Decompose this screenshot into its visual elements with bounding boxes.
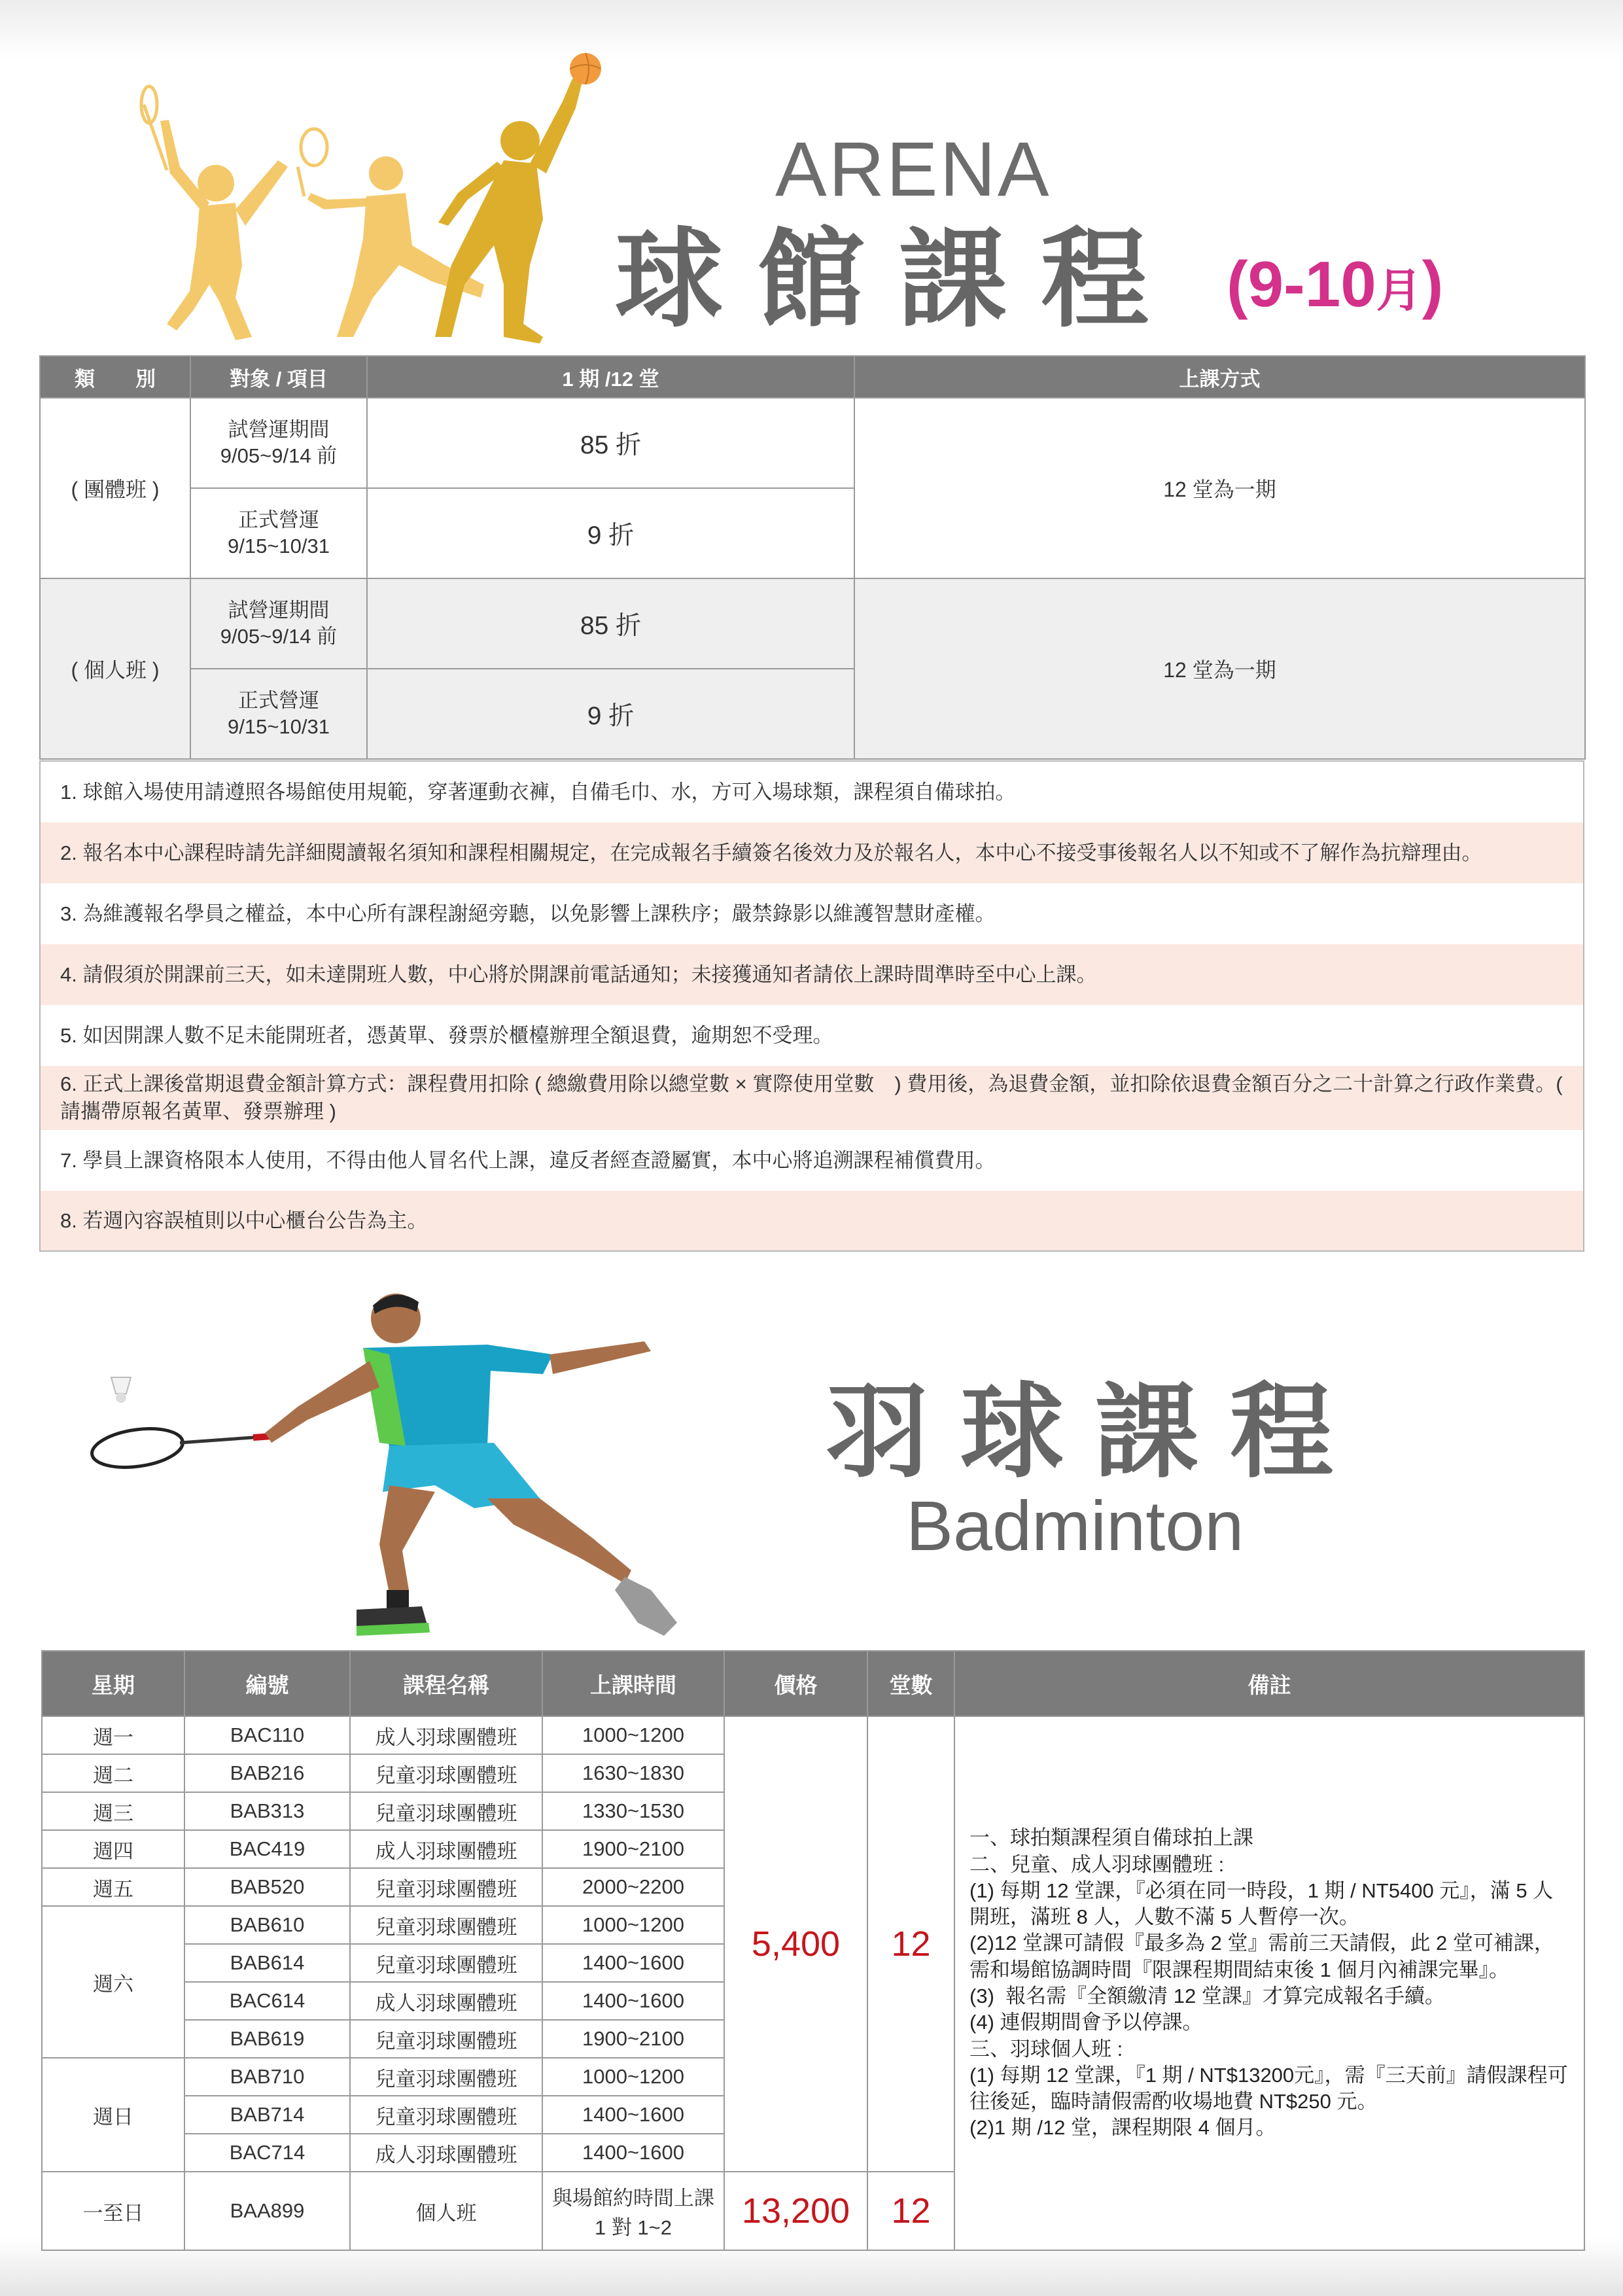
- day-cell: 週三: [42, 1792, 184, 1830]
- course-cell: 兒童羽球團體班: [350, 2020, 542, 2058]
- code-cell: BAB610: [184, 1906, 350, 1944]
- target-dates: 9/15~10/31: [227, 535, 330, 557]
- course-cell: 兒童羽球團體班: [350, 1754, 542, 1792]
- table-header-row: [42, 1651, 1584, 1716]
- note-item: 6. 正式上課後當期退費金額計算方式：課程費用扣除 ( 總繳費用除以總堂數 × 實際使用堂數 ) 費用後，為退費金額，並扣除依退費金額百分之二十計算之行政作業費。( 請攜帶原報名黃單、發票辦理 ): [41, 1066, 1583, 1130]
- remark-line: (1) 每期 12 堂課，『必須在同一時段，1 期 / NT5400 元』，滿 5 人開班，滿班 8 人，人數不滿 5 人暫停一次。: [969, 1879, 1554, 1929]
- target-dates: 9/05~9/14 前: [220, 625, 338, 648]
- category-cell: ( 個人班 ): [40, 578, 190, 759]
- badminton-player-photo: [82, 1282, 749, 1655]
- table-row: [40, 398, 1585, 488]
- time-cell: 1900~2100: [542, 1830, 724, 1868]
- code-cell: BAC419: [184, 1830, 350, 1868]
- code-cell: BAA899: [184, 2172, 350, 2250]
- col-header-price: 價格: [724, 1651, 867, 1716]
- remark-line: 二、兒童、成人羽球團體班 :: [969, 1852, 1225, 1876]
- target-dates: 9/15~10/31: [227, 715, 330, 738]
- target-label: 試營運期間: [228, 598, 330, 622]
- month-prefix: (9-10: [1227, 248, 1376, 320]
- target-label: 正式營運: [238, 688, 319, 712]
- course-cell: 成人羽球團體班: [350, 1982, 542, 2020]
- discount-cell: 85 折: [367, 398, 854, 488]
- course-cell: 成人羽球團體班: [350, 1716, 542, 1754]
- col-header-count: 堂數: [867, 1651, 954, 1716]
- remark-line: 三、羽球個人班 :: [969, 2037, 1123, 2060]
- table-header-row: [40, 356, 1585, 398]
- col-header-time: 上課時間: [542, 1651, 724, 1716]
- day-cell: 週二: [42, 1754, 184, 1792]
- course-cell: 個人班: [350, 2172, 542, 2250]
- target-label: 正式營運: [238, 508, 319, 531]
- col-header-period: 1 期 /12 堂: [367, 356, 854, 398]
- discount-cell: 9 折: [367, 669, 854, 759]
- note-item: 2. 報名本中心課程時請先詳細閱讀報名須知和課程相關規定，在完成報名手續簽名後效力及於報名人，本中心不接受事後報名人以不知或不了解作為抗辯理由。: [41, 822, 1583, 883]
- day-cell: 週五: [42, 1868, 184, 1906]
- discount-cell: 9 折: [367, 488, 854, 578]
- code-cell: BAB619: [184, 2020, 350, 2058]
- col-header-target: 對象 / 項目: [190, 356, 367, 398]
- day-cell: 週六: [42, 1906, 184, 2058]
- time-cell: 2000~2200: [542, 1868, 724, 1906]
- target-cell: [190, 488, 367, 578]
- time-cell: 1400~1600: [542, 2134, 724, 2172]
- badminton-course-table: [41, 1650, 1585, 2251]
- basketball-icon: [570, 53, 601, 84]
- col-header-course: 課程名稱: [350, 1651, 542, 1716]
- time-cell: 1000~1200: [542, 1716, 724, 1754]
- method-cell: 12 堂為一期: [854, 578, 1585, 759]
- target-dates: 9/05~9/14 前: [220, 444, 338, 467]
- note-item: 3. 為維護報名學員之權益，本中心所有課程謝絕旁聽，以免影響上課秩序；嚴禁錄影以維護智慧財產權。: [41, 883, 1583, 944]
- arena-title-zh: 球館課程: [615, 217, 1183, 342]
- arena-month-range: [1227, 248, 1444, 320]
- day-cell: 週日: [42, 2058, 184, 2172]
- badminton-title-zh: 羽球課程: [826, 1372, 1365, 1492]
- course-cell: 兒童羽球團體班: [350, 2058, 542, 2096]
- athlete-silhouettes-illustration: [137, 49, 621, 344]
- course-cell: 兒童羽球團體班: [350, 1868, 542, 1906]
- time-cell: 1630~1830: [542, 1754, 724, 1792]
- time-cell: 1400~1600: [542, 1982, 724, 2020]
- col-header-day: 星期: [42, 1651, 184, 1716]
- course-cell: 兒童羽球團體班: [350, 1792, 542, 1830]
- month-unit: 月: [1376, 265, 1422, 316]
- col-header-method: 上課方式: [854, 356, 1585, 398]
- group-count-cell: 12: [867, 1716, 954, 2172]
- table-row: [42, 1716, 1584, 1754]
- time-cell: 1330~1530: [542, 1792, 724, 1830]
- code-cell: BAC110: [184, 1716, 350, 1754]
- course-cell: 兒童羽球團體班: [350, 1944, 542, 1982]
- col-header-remarks: 備註: [954, 1651, 1584, 1716]
- remark-line: 一、球拍類課程須自備球拍上課: [969, 1826, 1253, 1850]
- time-cell: [542, 2172, 724, 2250]
- remark-line: (4) 連假期間會予以停課。: [969, 2011, 1203, 2034]
- code-cell: BAB710: [184, 2058, 350, 2096]
- code-cell: BAC714: [184, 2134, 350, 2172]
- target-cell: [190, 578, 367, 669]
- remark-line: (2)12 堂課可請假『最多為 2 堂』需前三天請假，此 2 堂可補課，需和場館協調時間『限課程期間結束後 1 個月內補課完畢』。: [969, 1932, 1554, 1981]
- note-item: 4. 請假須於開課前三天，如未達開班人數，中心將於開課前電話通知；未接獲通知者請依上課時間準時至中心上課。: [41, 944, 1583, 1005]
- note-item: 8. 若週內容誤植則以中心櫃台公告為主。: [41, 1191, 1583, 1250]
- individual-count-cell: 12: [867, 2172, 954, 2250]
- remark-line: (1) 每期 12 堂課，『1 期 / NT$13200元』，需『三天前』請假課程可往後延，臨時請假需酌收場地費 NT$250 元。: [969, 2063, 1568, 2113]
- time-line: 1 對 1~2: [594, 2216, 672, 2239]
- notes-list: [39, 760, 1584, 1252]
- method-cell: 12 堂為一期: [854, 398, 1585, 578]
- shuttlecock-icon: [111, 1377, 131, 1403]
- code-cell: BAC614: [184, 1982, 350, 2020]
- col-header-code: 編號: [184, 1651, 350, 1716]
- time-cell: 1400~1600: [542, 2096, 724, 2134]
- note-item: 5. 如因開課人數不足未能開班者，憑黃單、發票於櫃檯辦理全額退費，逾期恕不受理。: [41, 1005, 1583, 1066]
- category-cell: ( 團體班 ): [40, 398, 190, 578]
- basketball-player-silhouette: [435, 79, 582, 344]
- remark-line: (2)1 期 /12 堂，課程期限 4 個月。: [969, 2116, 1276, 2140]
- time-cell: 1000~1200: [542, 1906, 724, 1944]
- group-price-cell: 5,400: [724, 1716, 867, 2172]
- course-cell: 兒童羽球團體班: [350, 2096, 542, 2134]
- remarks-cell: [954, 1716, 1584, 2250]
- note-item: 1. 球館入場使用請遵照各場館使用規範，穿著運動衣褲，自備毛巾、水，方可入場球類，課程須自備球拍。: [41, 762, 1583, 822]
- target-cell: [190, 669, 367, 759]
- day-cell: 週四: [42, 1830, 184, 1868]
- target-label: 試營運期間: [228, 417, 330, 441]
- time-cell: 1000~1200: [542, 2058, 724, 2096]
- course-cell: 成人羽球團體班: [350, 2134, 542, 2172]
- month-suffix: ): [1422, 248, 1444, 320]
- arena-title-en: ARENA: [775, 126, 1051, 213]
- remark-line: (3) 報名需『全額繳清 12 堂課』才算完成報名手續。: [969, 1985, 1445, 2007]
- col-header-category: 類 別: [40, 356, 190, 398]
- time-cell: 1900~2100: [542, 2020, 724, 2058]
- target-cell: [190, 398, 367, 488]
- badminton-title-en: Badminton: [906, 1486, 1244, 1565]
- note-item: 7. 學員上課資格限本人使用，不得由他人冒名代上課，違反者經查證屬實，本中心將追溯課程補償費用。: [41, 1130, 1583, 1191]
- time-cell: 1400~1600: [542, 1944, 724, 1982]
- code-cell: BAB216: [184, 1754, 350, 1792]
- course-cell: 兒童羽球團體班: [350, 1906, 542, 1944]
- arena-course-table: [39, 355, 1586, 760]
- individual-price-cell: 13,200: [724, 2172, 867, 2250]
- day-cell: 一至日: [42, 2172, 184, 2250]
- badminton-player-silhouette: [160, 120, 288, 340]
- day-cell: 週一: [42, 1716, 184, 1754]
- code-cell: BAB714: [184, 2096, 350, 2134]
- table-row: [40, 578, 1585, 669]
- time-line: 與場館約時間上課: [552, 2187, 714, 2210]
- code-cell: BAB614: [184, 1944, 350, 1982]
- discount-cell: 85 折: [367, 578, 854, 669]
- course-cell: 成人羽球團體班: [350, 1830, 542, 1868]
- code-cell: BAB313: [184, 1792, 350, 1830]
- code-cell: BAB520: [184, 1868, 350, 1906]
